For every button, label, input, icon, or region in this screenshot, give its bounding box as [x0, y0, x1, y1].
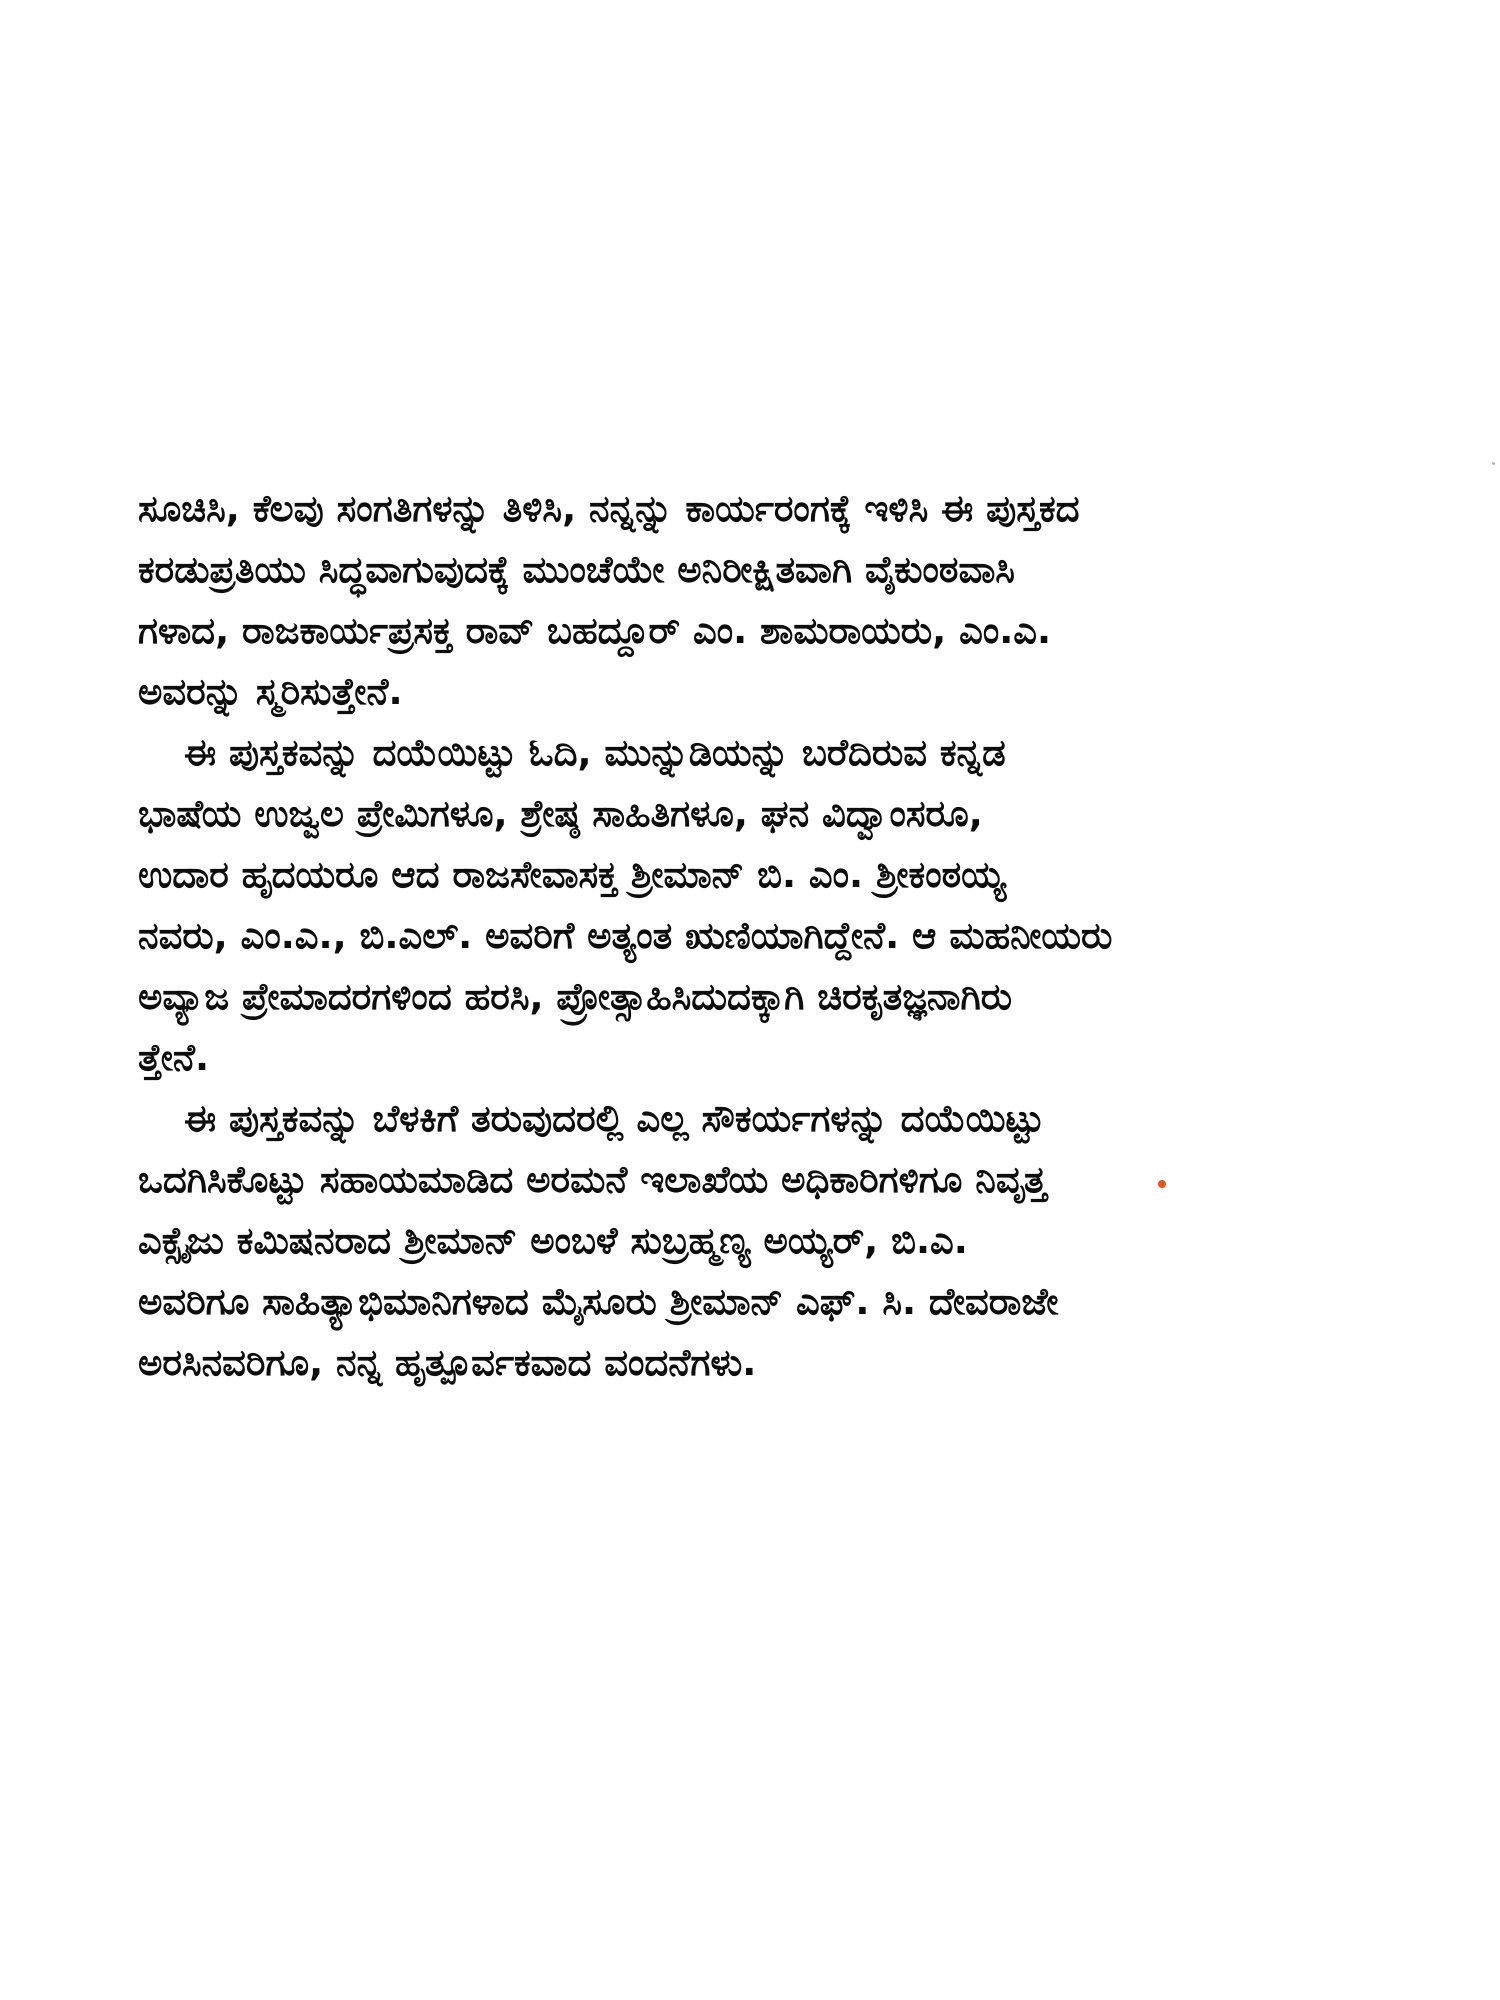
paragraph-3	[138, 1088, 1370, 1393]
text-line: ಈ ಪುಸ್ತಕವನ್ನು ದಯೆಯಿಟ್ಟು ಓದಿ, ಮುನ್ನುಡಿಯನ್ನು ಬರೆದಿರುವ ಕನ್ನಡ	[184, 731, 1006, 774]
text-line: ನವರು, ಎಂ.ಎ., ಬಿ.ಎಲ್. ಅವರಿಗೆ ಅತ್ಯಂತ ಋಣಿಯಾಗಿದ್ದೇನೆ. ಆ ಮಹನೀಯರು	[138, 914, 1113, 957]
text-line: ಕರಡುಪ್ರತಿಯು ಸಿದ್ಧವಾಗುವುದಕ್ಕೆ ಮುಂಚೆಯೇ ಅನಿರೀಕ್ಷಿತವಾಗಿ ವೈಕುಂಠವಾಸಿ	[138, 548, 1015, 591]
text-line: ಅವರಿಗೂ ಸಾಹಿತ್ಯಾಭಿಮಾನಿಗಳಾದ ಮೈಸೂರು ಶ್ರೀಮಾನ್ ಎಫ್. ಸಿ. ದೇವರಾಜೇ	[138, 1280, 1059, 1323]
text-line: ಭಾಷೆಯ ಉಜ್ವಲ ಪ್ರೇಮಿಗಳೂ, ಶ್ರೇಷ್ಠ ಸಾಹಿತಿಗಳೂ, ಘನ ವಿದ್ವಾಂಸರೂ,	[138, 792, 983, 835]
paragraph-2	[138, 722, 1370, 1088]
text-line: ತ್ತೇನೆ.	[138, 1036, 209, 1079]
text-line: ಸೂಚಿಸಿ, ಕೆಲವು ಸಂಗತಿಗಳನ್ನು ತಿಳಿಸಿ, ನನ್ನನ್ನು ಕಾರ್ಯರಂಗಕ್ಕೆ ಇಳಿಸಿ ಈ ಪುಸ್ತಕದ	[138, 487, 1080, 530]
text-line: ಒದಗಿಸಿಕೊಟ್ಟು ಸಹಾಯಮಾಡಿದ ಅರಮನೆ ಇಲಾಖೆಯ ಅಧಿಕಾರಿಗಳಿಗೂ ನಿವೃತ್ತ	[138, 1158, 1047, 1201]
margin-speck	[1492, 462, 1495, 465]
body-text	[138, 478, 1370, 1393]
text-line: ಎಕ್ಸೈಜು ಕಮಿಷನರಾದ ಶ್ರೀಮಾನ್ ಅಂಬಳೆ ಸುಬ್ರಹ್ಮಣ್ಯ ಅಯ್ಯರ್, ಬಿ.ಎ.	[138, 1219, 968, 1262]
ink-spot	[1158, 1180, 1166, 1188]
text-line: ಗಳಾದ, ರಾಜಕಾರ್ಯಪ್ರಸಕ್ತ ರಾವ್ ಬಹದ್ದೂರ್ ಎಂ. ಶಾಮರಾಯರು, ಎಂ.ಎ.	[138, 609, 1052, 652]
text-line: ಅರಸಿನವರಿಗೂ, ನನ್ನ ಹೃತ್ಪೂರ್ವಕವಾದ ವಂದನೆಗಳು.	[138, 1341, 757, 1384]
text-line: ಅವ್ಯಾಜ ಪ್ರೇಮಾದರಗಳಿಂದ ಹರಸಿ, ಪ್ರೋತ್ಸಾಹಿಸಿದುದಕ್ಕಾಗಿ ಚಿರಕೃತಜ್ಞನಾಗಿರು	[138, 975, 1013, 1018]
paragraph-1	[138, 478, 1370, 722]
text-line: ಉದಾರ ಹೃದಯರೂ ಆದ ರಾಜಸೇವಾಸಕ್ತ ಶ್ರೀಮಾನ್ ಬಿ. ಎಂ. ಶ್ರೀಕಂಠಯ್ಯ	[138, 853, 1006, 896]
text-line: ಈ ಪುಸ್ತಕವನ್ನು ಬೆಳಕಿಗೆ ತರುವುದರಲ್ಲಿ ಎಲ್ಲ ಸೌಕರ್ಯಗಳನ್ನು ದಯೆಯಿಟ್ಟು	[184, 1097, 1045, 1140]
text-line: ಅವರನ್ನು ಸ್ಮರಿಸುತ್ತೇನೆ.	[138, 670, 403, 713]
